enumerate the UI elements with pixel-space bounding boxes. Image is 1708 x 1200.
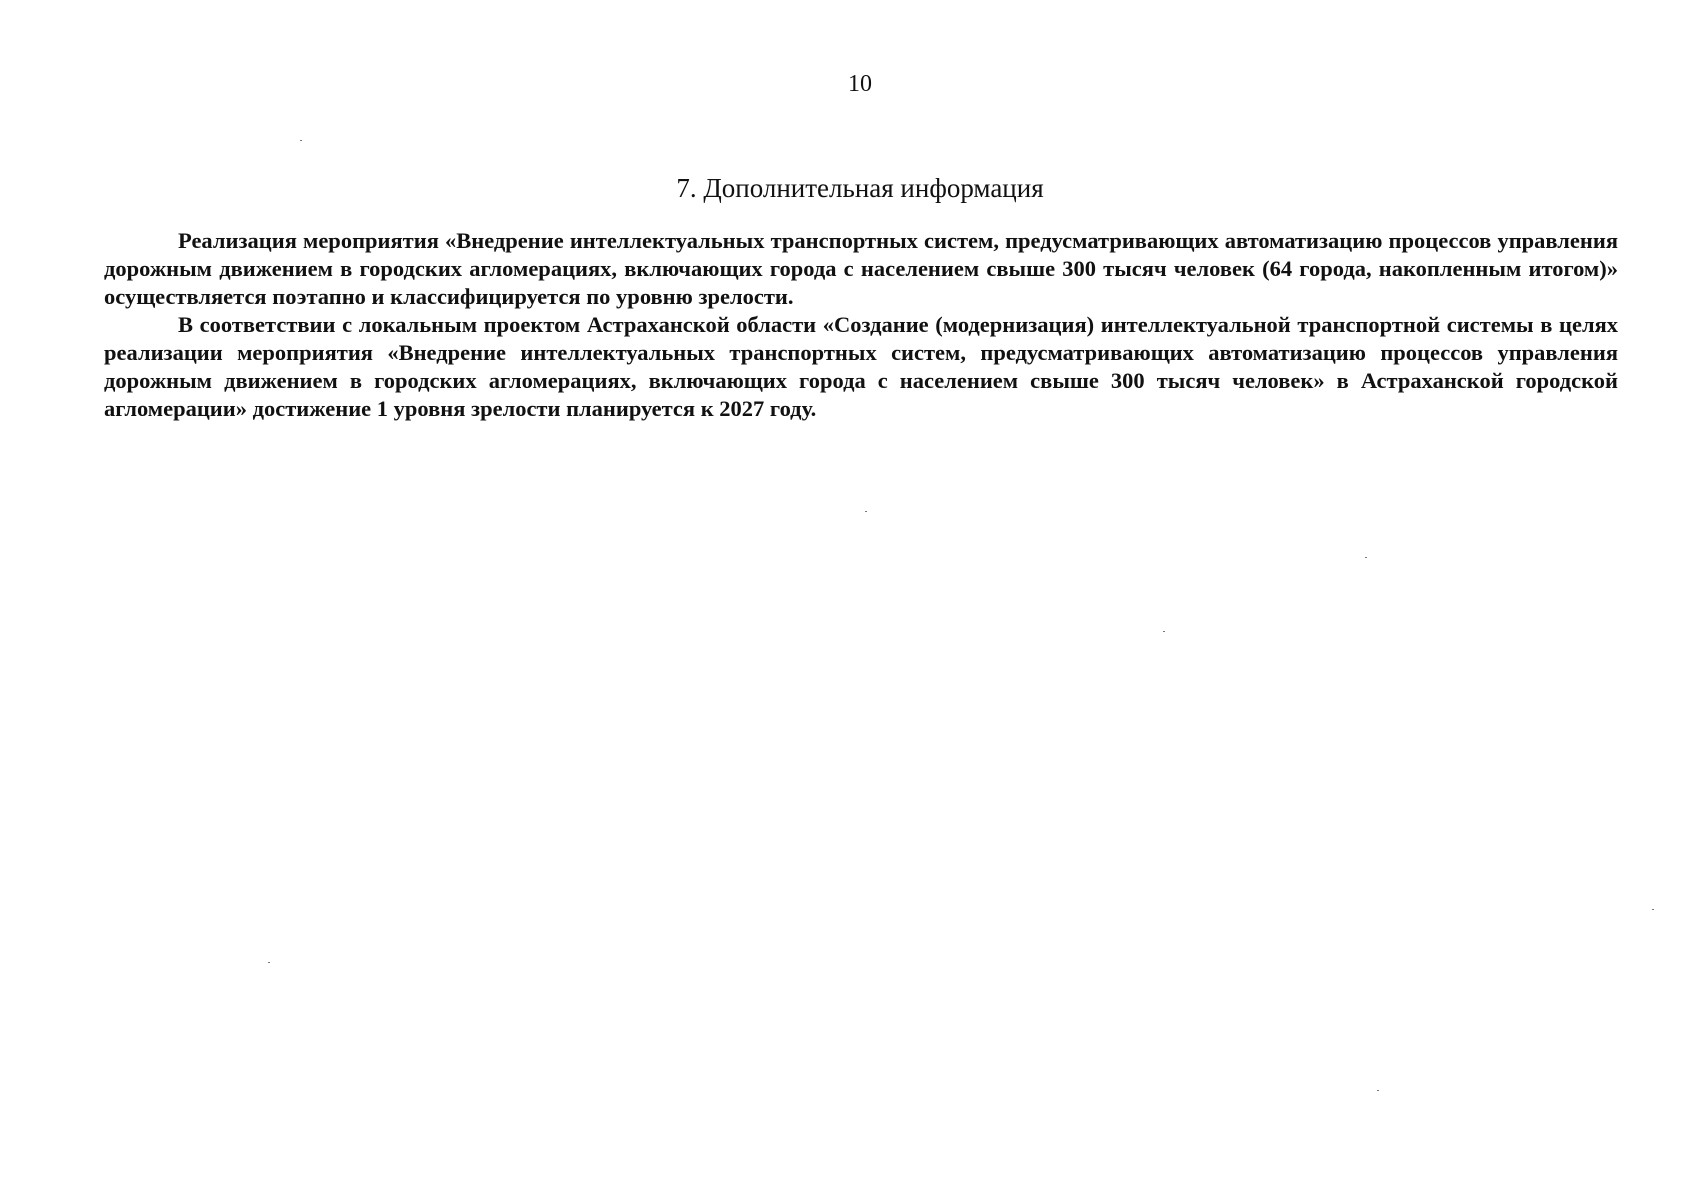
scan-speck — [268, 962, 270, 963]
scan-speck — [1652, 909, 1654, 910]
scan-speck — [300, 140, 302, 141]
section-title: 7. Дополнительная информация — [676, 173, 1044, 203]
scan-speck — [865, 511, 867, 512]
page-number: 10 — [848, 71, 872, 97]
scan-speck — [1365, 557, 1367, 558]
paragraph-astrakhan-project: В соответствии с локальным проектом Астраханской области «Создание (модернизация) интеллектуальной транспортной системы в целях реализации мероприятия «Внедрение интеллектуальных транспортных систем, предусматривающих автоматизацию процессов управления дорожным движением в городских агломерациях, включающих города с населением свыше 300 тысяч человек» в Астраханской городской агломерации» достижение 1 уровня зрелости планируется к 2027 году. — [104, 312, 1618, 421]
scan-speck — [1163, 631, 1165, 632]
body-text — [104, 227, 1618, 423]
scan-speck — [1377, 1090, 1379, 1091]
paragraph-implementation: Реализация мероприятия «Внедрение интеллектуальных транспортных систем, предусматривающих автоматизацию процессов управления дорожным движением в городских агломерациях, включающих города с населением свыше 300 тысяч человек (64 города, накопленным итогом)» осуществляется поэтапно и классифицируется по уровню зрелости. — [104, 228, 1618, 309]
